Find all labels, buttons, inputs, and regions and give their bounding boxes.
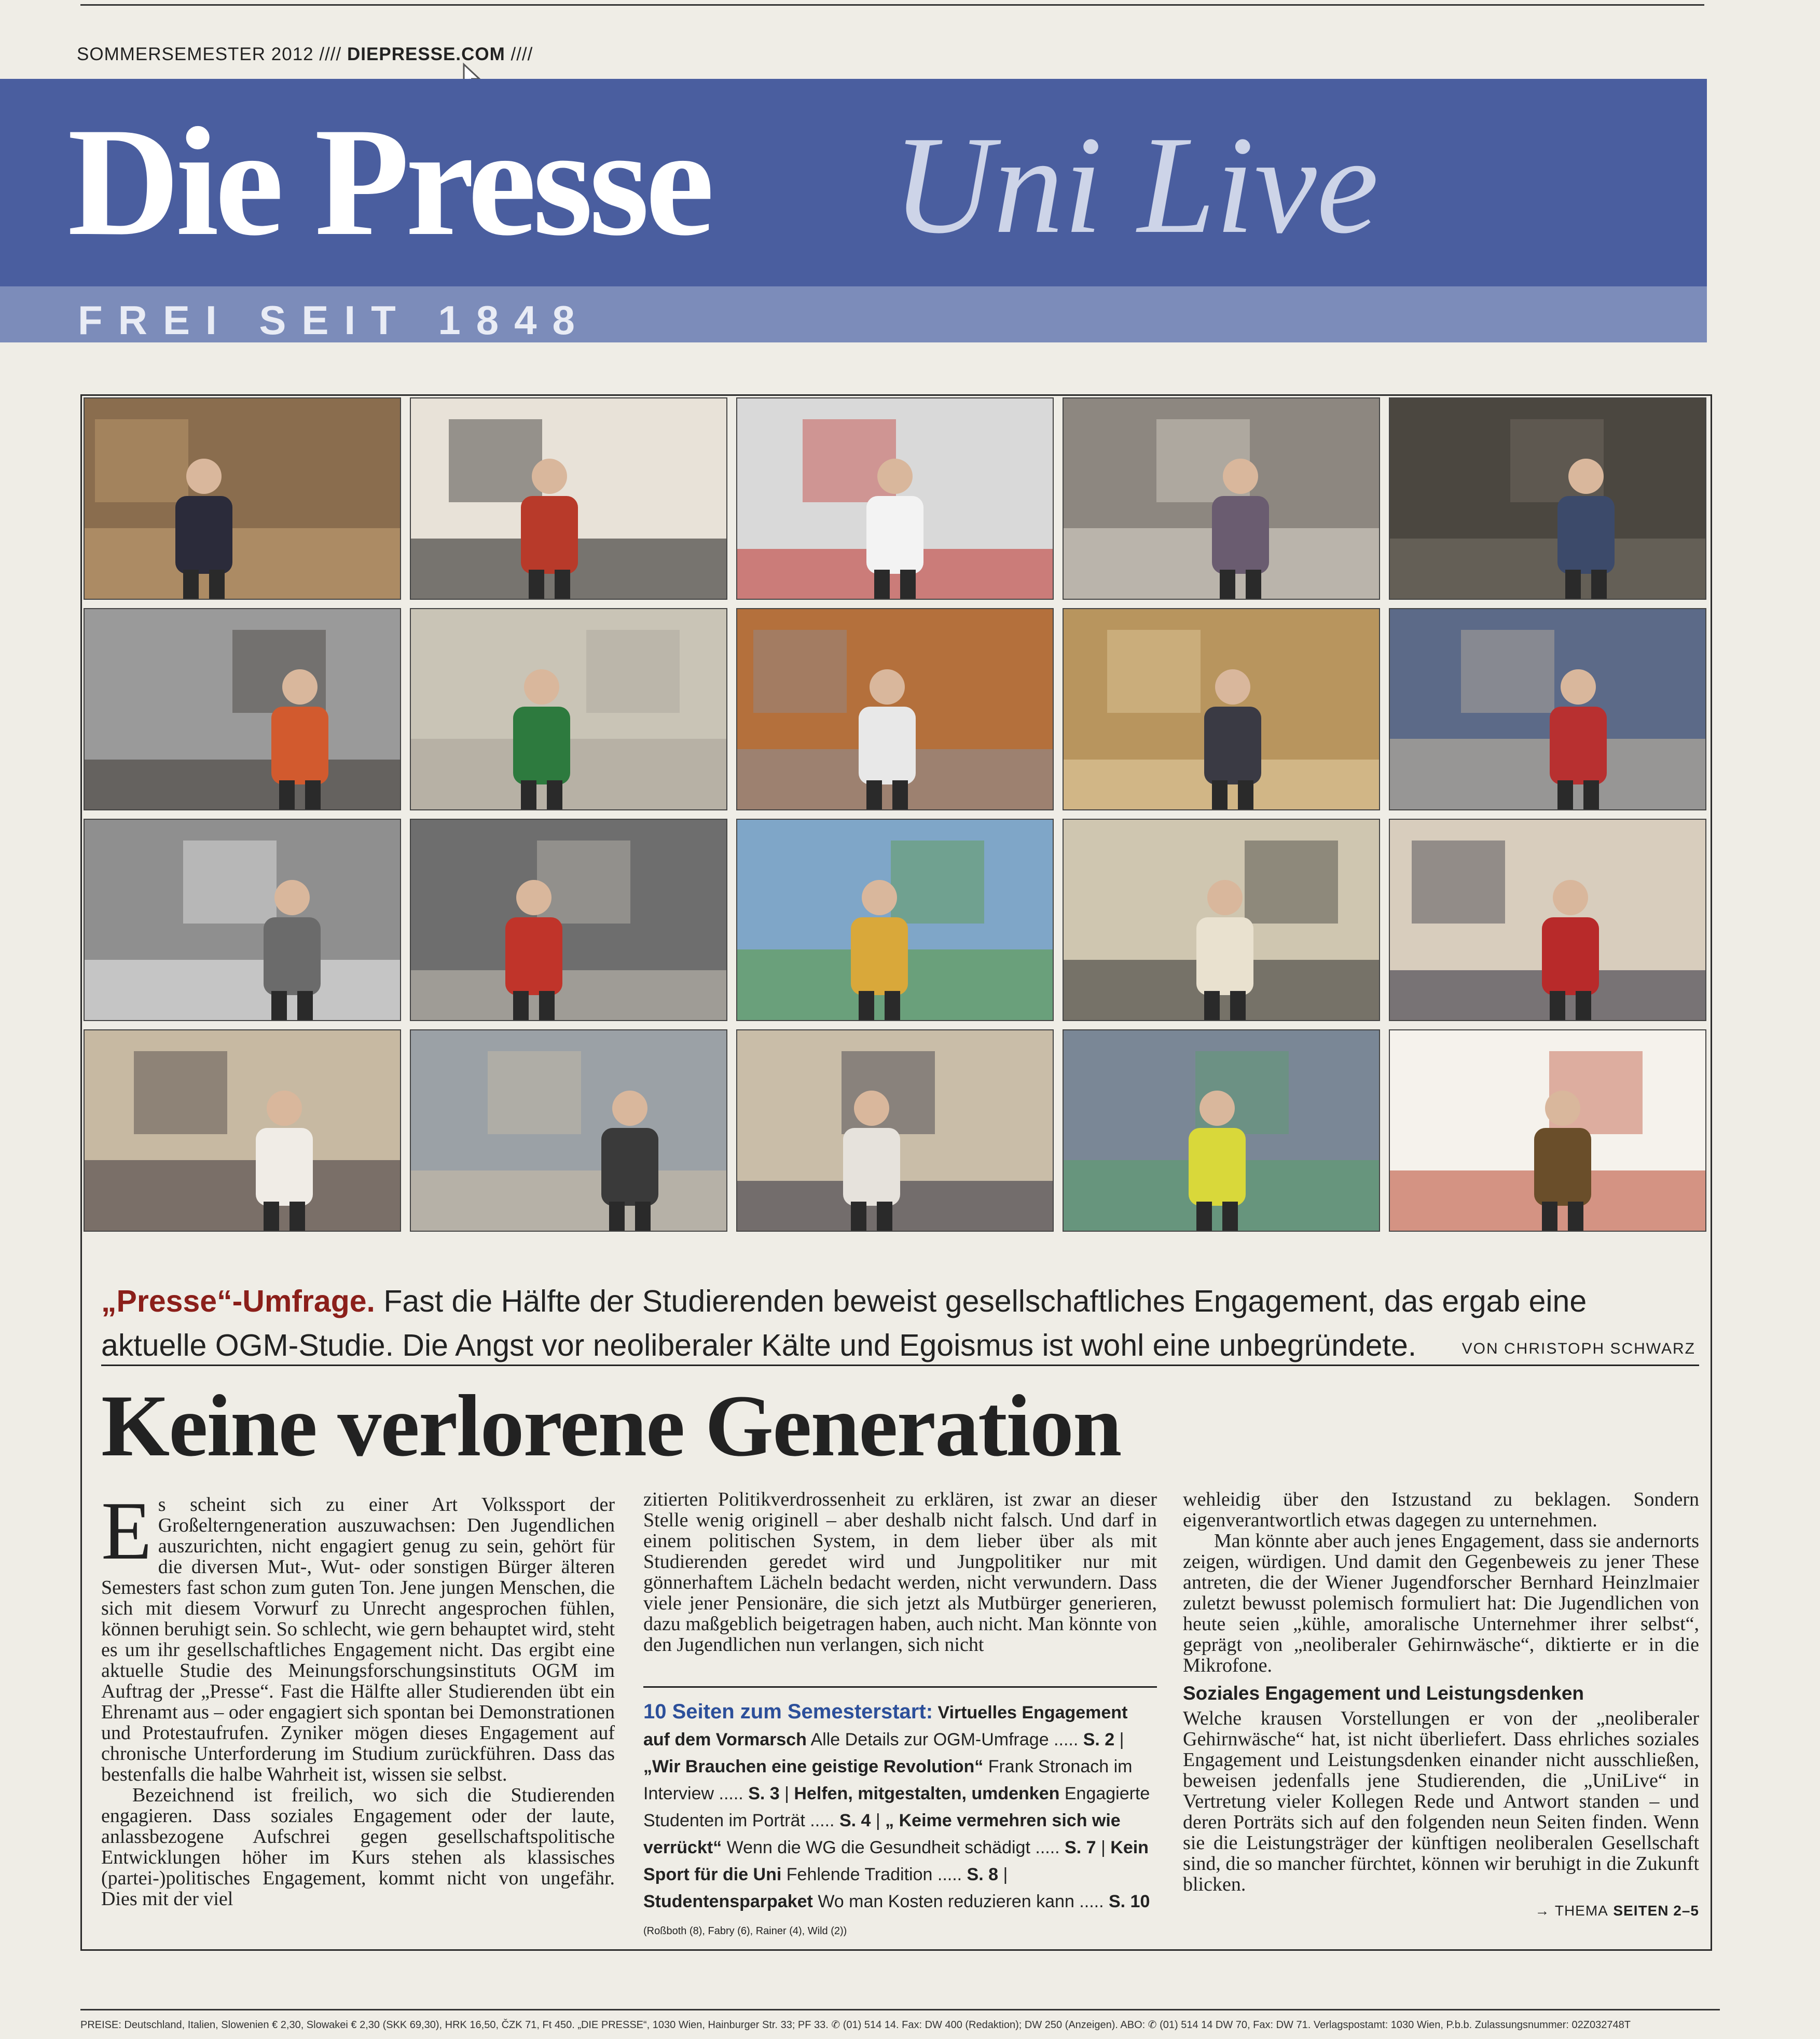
photo-horse-carriage-street bbox=[84, 608, 401, 810]
infobox-item-1[interactable]: Virtuelles Engagement auf dem Vormarsch Alle Details zur OGM-Umfrage ..... S. 2 bbox=[643, 1703, 1128, 1749]
col2-paragraph-1: zitierten Politikverdrossenheit zu erklären, ist zwar an dieser Stelle wenig originell – aber deshalb nicht falsch. Und darf in einem politischen System, in dem lieber über als mit Studierenden geredet wird und Jungpolitiker nur mit gönnerhaftem Lächeln bedacht werden, nicht verwundern. Dass viele jener Pensionäre, die sich jetzt als Mutbürger generieren, dazu maßgeblich beigetragen haben, auch nicht. Man könnte von den Jugendlichen nun verlangen, sich nicht bbox=[643, 1489, 1157, 1656]
masthead-motto: FREI SEIT 1848 bbox=[78, 297, 590, 343]
photo-sign-protest-building bbox=[1063, 397, 1380, 600]
photo-bar-suit-man bbox=[736, 1029, 1054, 1232]
col3-paragraph-2: Man könnte aber auch jenes Engagement, dass sie andernorts zeigen, würdigen. Und damit den Gegenbeweis zu jener These antreten, die der Wiener Jugendforscher Bernhard Heinzlmaier zuletzt bewusst polemisch formuliert hat: Die Jugendlichen von heute seien „kühle, amoralische Unternehmer ihrer selbst“, geprägt von „neoliberaler Gehirnwäsche“, diktierte er in die Mikrofone. bbox=[1183, 1530, 1699, 1676]
arrow-right-icon: → bbox=[1535, 1903, 1550, 1919]
photo-cluttered-room bbox=[1389, 397, 1706, 600]
photo-office-man bbox=[1063, 608, 1380, 810]
photo-image bbox=[737, 1030, 1053, 1231]
edition-label: SOMMERSEMESTER 2012 bbox=[77, 44, 314, 64]
infobox-item-3[interactable]: Helfen, mitgestalten, umdenken Engagierte Studenten im Porträt ..... S. 4 bbox=[643, 1784, 1150, 1830]
photo-sign-demokratie bbox=[736, 608, 1054, 810]
photo-image bbox=[85, 1030, 400, 1231]
photo-image bbox=[85, 820, 400, 1020]
photo-image bbox=[1064, 1030, 1379, 1231]
photo-image bbox=[411, 820, 726, 1020]
edition-separator-2: //// bbox=[511, 44, 533, 64]
photo-grid bbox=[80, 394, 1712, 1237]
photo-image bbox=[1064, 609, 1379, 809]
photo-ambulance-paramedic bbox=[736, 397, 1054, 600]
photo-sofa-woman bbox=[84, 1029, 401, 1232]
infobox-item-2[interactable]: „Wir Brauchen eine geistige Revolution“ Frank Stronach im Interview ..... S. 3 bbox=[643, 1757, 1133, 1803]
edition-line bbox=[77, 44, 533, 65]
col1-paragraph-1: s scheint sich zu einer Art Volkssport der Großelterngeneration auszuwachsen: Den Jugendlichen auszurichten, nicht engagiert genug zu sein, gehört für die diversen Mut-, Wut- oder sonstigen Bürger älteren Semesters fast schon zum guten Ton. Jene jungen Menschen, die sich mit diesem Vorwurf zu Unrecht angesprochen fühlen, können beruhigt sein. So schlecht, wie gern behauptet wird, steht es um ihr gesellschaftliches Engagement nicht. Das ergibt eine aktuelle Studie des Meinungsforschungsinstituts OGM im Auftrag der „Presse“. Fast die Hälfte aller Studierenden übt ein Ehrenamt aus – oder engagiert sich spontan bei Demonstrationen und Protestaufrufen. Zyniker mögen dieses Engagement auf chronische Unterforderung im Studium zurückführen. Dass das bestenfalls die halbe Wahrheit ist, wissen sie selbst. bbox=[101, 1494, 615, 1785]
article-headline: Keine verlorene Generation bbox=[101, 1377, 1121, 1475]
photo-image bbox=[411, 398, 726, 599]
photo-image bbox=[85, 609, 400, 809]
col3-paragraph-1: wehleidig über den Istzustand zu beklagen. Sondern eigenverantwortlich etwas dagegen zu unternehmen. bbox=[1183, 1489, 1699, 1531]
top-rule bbox=[80, 4, 1704, 6]
photo-bike-square bbox=[410, 1029, 727, 1232]
photo-image bbox=[85, 398, 400, 599]
photo-witch-broom bbox=[1389, 1029, 1706, 1232]
photo-image bbox=[737, 609, 1053, 809]
infobox-item-4[interactable]: „ Keime vermehren sich wie verrückt“ Wenn die WG die Gesundheit schädigt ..... S. 7 bbox=[643, 1811, 1121, 1857]
headline-rule bbox=[101, 1365, 1699, 1366]
photo-garage-red-jacket bbox=[410, 819, 727, 1021]
infobox-rule bbox=[643, 1686, 1157, 1688]
photo-greenpeace-banner-bridge bbox=[1063, 1029, 1380, 1232]
infobox: 10 Seiten zum Semesterstart: Virtuelles Engagement auf dem Vormarsch Alle Details zur OGM-Umfrage ..... S. 2 | „Wir Brauchen eine geistige Revolution“ Frank Stronach im Interview ..... S. 3 | Helfen, mitgestalten, umdenken Engagierte Studenten im Porträt ..... S. 4 | „ Keime vermehren sich wie verrückt“ Wenn die WG die Gesundheit schädigt ..... S. 7 | Kein Sport für die Uni Fehlende Tradition ..... S. 8 | Studentensparpaket Wo man Kosten reduzieren kann ..... S. 10 (Roßboth (8), Fabry (6), Rainer (4), Wild (2)) bbox=[643, 1700, 1150, 1937]
photo-image bbox=[1390, 1030, 1705, 1231]
site-link[interactable]: DIEPRESSE.COM bbox=[347, 44, 505, 64]
photo-image bbox=[411, 609, 726, 809]
infobox-item-5[interactable]: Kein Sport für die Uni Fehlende Tradition ..... S. 8 bbox=[643, 1838, 1149, 1884]
photo-office-desk-man bbox=[1063, 819, 1380, 1021]
photo-image bbox=[737, 820, 1053, 1020]
photo-bunny-costume-street bbox=[84, 819, 401, 1021]
col1-paragraph-2: Bezeichnend ist freilich, wo sich die Studierenden engagieren. Dass soziales Engagement oder der laute, anlassbezogene Aufschrei gegen gesellschaftspolitische Entwicklungen höher im Kurs stehen als klassisches (partei-)politisches Engagement, kommt nicht von ungefähr. Dies mit der viel bbox=[101, 1784, 615, 1910]
edition-separator: //// bbox=[319, 44, 342, 64]
theme-reference[interactable] bbox=[1183, 1899, 1699, 1921]
col3-subhead: Soziales Engagement und Leistungsdenken bbox=[1183, 1683, 1584, 1704]
theme-pages: SEITEN 2–5 bbox=[1613, 1903, 1699, 1919]
photo-painting-hall bbox=[84, 397, 401, 600]
article-teaser-text: Fast die Hälfte der Studierenden beweist gesellschaftliches Engagement, das ergab eine aktuelle OGM-Studie. Die Angst vor neoliberaler Kälte und Egoismus ist wohl eine unbegründete. bbox=[101, 1284, 1587, 1362]
article-column-1 bbox=[101, 1484, 615, 1910]
photo-image bbox=[1390, 398, 1705, 599]
photo-image bbox=[1390, 820, 1705, 1020]
photo-mural-red-scout bbox=[410, 397, 727, 600]
article-teaser bbox=[101, 1279, 1699, 1368]
footer-rule bbox=[80, 2009, 1720, 2010]
photo-image bbox=[1064, 398, 1379, 599]
photo-image bbox=[411, 1030, 726, 1231]
infobox-heading: 10 Seiten zum Semesterstart: bbox=[643, 1700, 933, 1723]
masthead-subtitle: Uni Live bbox=[892, 107, 1379, 263]
article-byline: VON CHRISTOPH SCHWARZ bbox=[1461, 1340, 1695, 1357]
infobox-item-6[interactable]: Studentensparpaket Wo man Kosten reduzieren kann ..... S. 10 bbox=[643, 1892, 1150, 1911]
masthead-title: Die Presse bbox=[67, 95, 710, 268]
article-column-3 bbox=[1183, 1489, 1699, 1921]
drop-cap: E bbox=[101, 1484, 152, 1577]
photo-steop-sign-building bbox=[1389, 608, 1706, 810]
photo-image bbox=[1064, 820, 1379, 1020]
article-column-2 bbox=[643, 1489, 1157, 1655]
photo-credit: (Roßboth (8), Fabry (6), Rainer (4), Wild (2)) bbox=[643, 1925, 847, 1937]
photo-hall-suit-man bbox=[1389, 819, 1706, 1021]
photo-image bbox=[737, 398, 1053, 599]
photo-wall-green-shirt bbox=[410, 608, 727, 810]
article-kicker: „Presse“-Umfrage. bbox=[101, 1284, 375, 1318]
col3-paragraph-3: Welche krausen Vorstellungen er von der „neoliberaler Gehirnwäsche“ hat, ist nicht überliefert. Dass ehrliches soziales Engagement und Leistungsdenken einander nicht ausschließen, beweisen jedenfalls jene Studierenden, die „UniLive“ in Vertretung vieler Kollegen Rede und Antwort standen – und deren Porträts sich auf den folgenden neun Seiten finden. Wenn sie die Leistungsträger der künftigen neoliberalen Gesellschaft sind, die so mancher fürchtet, können wir beruhigt in die Zukunft blicken. bbox=[1183, 1707, 1699, 1895]
photo-image bbox=[1390, 609, 1705, 809]
photo-rainbow-mural bbox=[736, 819, 1054, 1021]
footer-imprint: PREISE: Deutschland, Italien, Slowenien € 2,30, Slowakei € 2,30 (SKK 69,30), HRK 16,50, ČZK 71, Ft 450. „DIE PRESSE“, 1030 Wien, Hainburger Str. 33; PF 33. ✆ (01) 514 14. Fax: DW 400 (Redaktion); DW 250 (Anzeigen). ABO: ✆ (01) 514 14 DW 70, Fax: DW 71. Verlagspostamt: 1030 Wien, P.b.b. Zulassungsnummer: 02Z032748T bbox=[80, 2019, 1631, 2031]
theme-label: THEMA bbox=[1554, 1903, 1608, 1919]
